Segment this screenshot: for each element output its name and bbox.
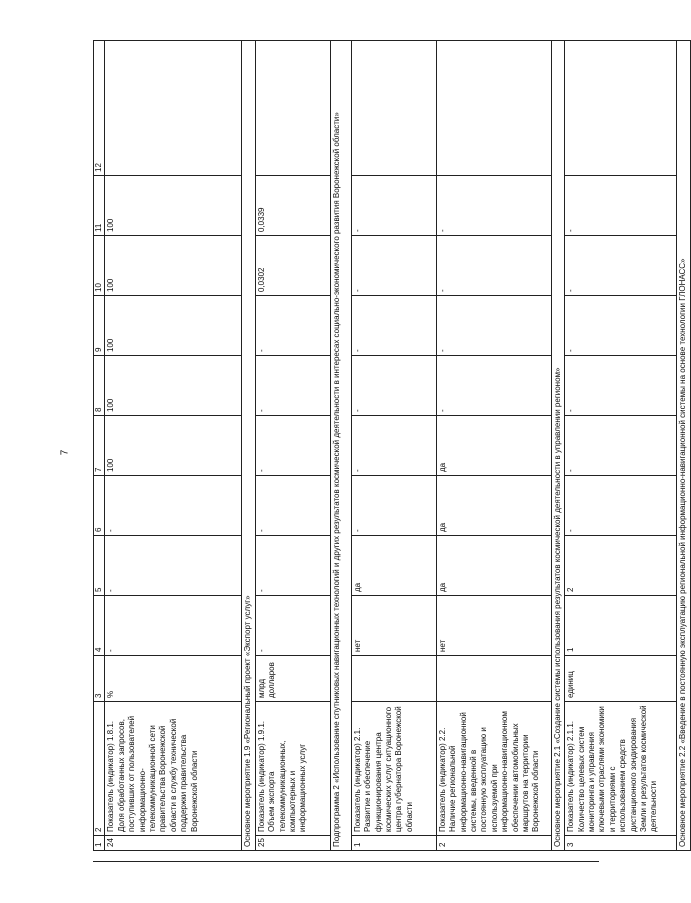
value-cell: 100 — [105, 356, 242, 416]
table-row — [105, 41, 242, 851]
header-cell: 10 — [94, 236, 105, 296]
value-cell: - — [255, 296, 330, 356]
indicator-name-cell: Показатель (индикатор) 2.1.1. Количество целевых систем мониторинга и управления ключевыми отраслями экономики и территориями с использованием средств дистанционного зондирования Земли и результатов космической деятельности — [565, 702, 677, 836]
header-cell: 11 — [94, 176, 105, 236]
unit-cell — [436, 656, 551, 702]
value-cell: - — [436, 236, 551, 296]
value-cell: - — [255, 476, 330, 536]
value-cell: - — [436, 176, 551, 236]
value-cell: 100 — [105, 176, 242, 236]
table-row — [351, 41, 436, 851]
value-cell: - — [105, 596, 242, 656]
section-title-row — [551, 41, 564, 851]
table-row — [255, 41, 330, 851]
value-cell: да — [436, 536, 551, 596]
value-cell: 0,0302 — [255, 236, 330, 296]
indicator-name-cell: Показатель (индикатор) 1.9.1. Объем экспорта телекоммуникационных, компьютерных и информационных услуг — [255, 702, 330, 836]
value-cell: - — [351, 236, 436, 296]
value-cell — [565, 41, 677, 176]
value-cell: - — [255, 536, 330, 596]
table-header-row — [94, 41, 105, 851]
row-number-cell: 25 — [255, 836, 330, 851]
page-number: 7 — [59, 449, 71, 456]
indicator-name-cell: Показатель (индикатор) 2.2. Наличие региональной информационно-навигационной системы, введенной в постоянную эксплуатацию и используемой при информационно-навигационном обеспечении автомобильных маршрутов на территории Воронежской области — [436, 702, 551, 836]
row-number-cell: 2 — [436, 836, 551, 851]
value-cell: - — [436, 296, 551, 356]
value-cell: - — [351, 296, 436, 356]
indicator-table-rotated — [93, 41, 688, 851]
value-cell: - — [565, 476, 677, 536]
section-title: Подпрограмма 2 «Использование спутниковых навигационных технологий и других результатов космической деятельности в интересах социально-экономического развития Воронежской области» — [330, 41, 351, 851]
section-title-row — [330, 41, 351, 851]
header-cell: 12 — [94, 41, 105, 176]
value-cell — [255, 41, 330, 176]
value-cell: - — [351, 356, 436, 416]
table-row — [436, 41, 551, 851]
value-cell: - — [105, 536, 242, 596]
table-row — [565, 41, 677, 851]
value-cell: - — [565, 296, 677, 356]
value-cell: - — [565, 416, 677, 476]
value-cell: - — [255, 356, 330, 416]
table-body — [94, 41, 691, 851]
value-cell: нет — [351, 596, 436, 656]
unit-cell: % — [105, 656, 242, 702]
indicator-name-cell: Показатель (индикатор) 1.8.1. Доля обработанных запросов, поступивших от пользователей информационно-телекоммуникационной сети правительства Воронежской области в службу технической поддержки правительства Воронежской области — [105, 702, 242, 836]
section-title-row — [242, 41, 255, 851]
value-cell: - — [255, 416, 330, 476]
header-cell: 6 — [94, 476, 105, 536]
header-cell: 9 — [94, 296, 105, 356]
value-cell: 0,0339 — [255, 176, 330, 236]
value-cell: да — [436, 476, 551, 536]
value-cell: - — [105, 476, 242, 536]
value-cell: да — [351, 536, 436, 596]
header-cell: 2 — [94, 702, 105, 836]
value-cell: да — [436, 416, 551, 476]
value-cell: 2 — [565, 536, 677, 596]
section-title: Основное мероприятие 1.9 «Региональный проект «Экспорт услуг» — [242, 41, 255, 851]
indicator-table — [93, 40, 691, 851]
header-cell: 7 — [94, 416, 105, 476]
value-cell: 100 — [105, 236, 242, 296]
value-cell: - — [565, 356, 677, 416]
section-title-row — [677, 41, 690, 851]
value-cell: - — [565, 236, 677, 296]
header-cell: 5 — [94, 536, 105, 596]
value-cell: - — [255, 596, 330, 656]
row-number-cell: 24 — [105, 836, 242, 851]
page-bottom-rule — [93, 861, 599, 862]
section-title: Основное мероприятие 2.2 «Введение в постоянную эксплуатацию региональной информационно-навигационной системы на основе технологии ГЛОНАСС» — [677, 41, 690, 851]
indicator-name-cell: Показатель (индикатор) 2.1. Развитие и обеспечение функционирования центра космических услуг ситуационного центра губернатора Воронежской области — [351, 702, 436, 836]
value-cell: - — [436, 356, 551, 416]
value-cell: нет — [436, 596, 551, 656]
value-cell: - — [351, 416, 436, 476]
unit-cell: единиц — [565, 656, 677, 702]
header-cell: 3 — [94, 656, 105, 702]
value-cell: 1 — [565, 596, 677, 656]
value-cell — [351, 41, 436, 176]
value-cell: 100 — [105, 416, 242, 476]
value-cell: - — [351, 176, 436, 236]
unit-cell — [351, 656, 436, 702]
header-cell: 4 — [94, 596, 105, 656]
row-number-cell: 3 — [565, 836, 677, 851]
header-cell: 1 — [94, 836, 105, 851]
value-cell — [105, 41, 242, 176]
section-title: Основное мероприятие 2.1 «Создание системы использования результатов космической деятельности в управлении регионом» — [551, 41, 564, 851]
value-cell — [436, 41, 551, 176]
value-cell: - — [351, 476, 436, 536]
unit-cell: млрд долларов — [255, 656, 330, 702]
value-cell: 100 — [105, 296, 242, 356]
row-number-cell: 1 — [351, 836, 436, 851]
header-cell: 8 — [94, 356, 105, 416]
value-cell: - — [565, 176, 677, 236]
